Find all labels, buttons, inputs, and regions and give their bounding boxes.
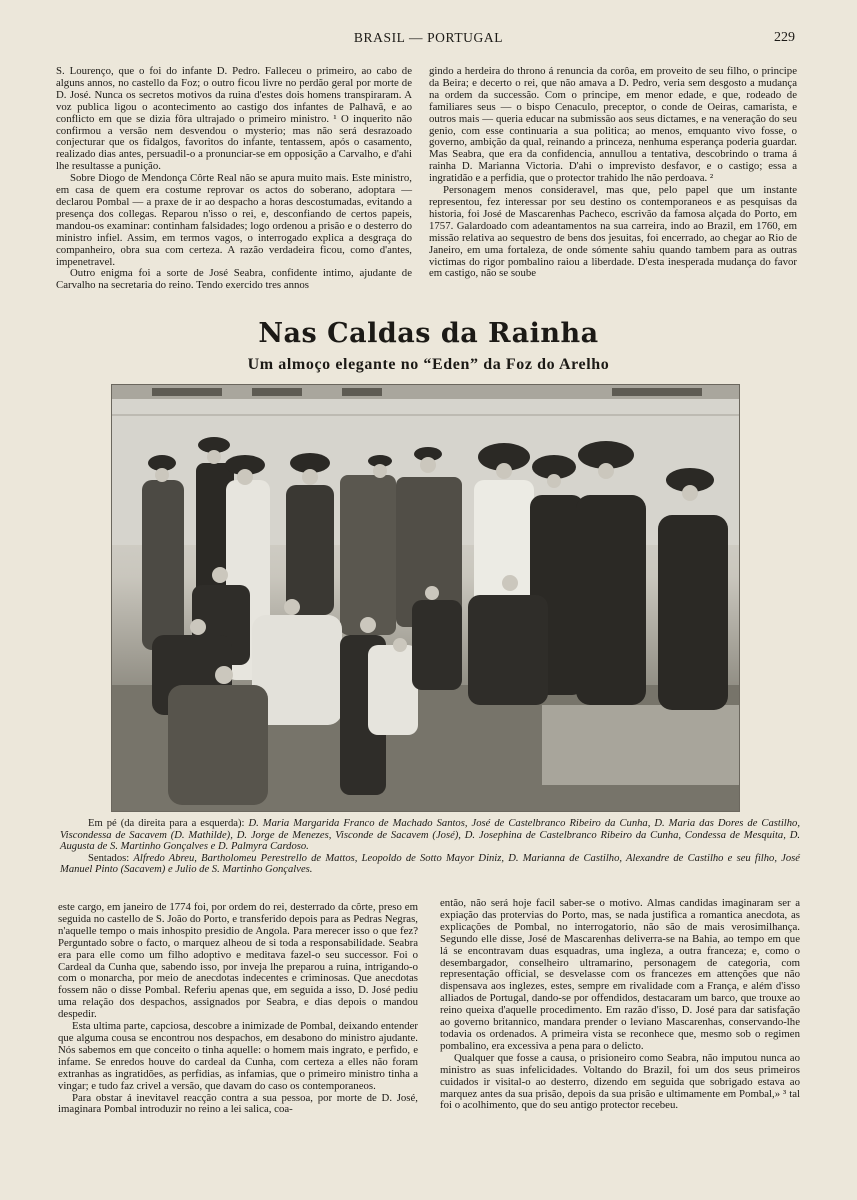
paragraph: Personagem menos consideravel, mas que, pelo papel que um instante representou, fez interessar por seu destino os contemporaneos e as pesquisas da historia, foi José de Mascarenhas Pacheco, escrivão da famosa alçada do Porto, em 1757. Galardoado com adeantamentos na sua carreira, indo ao Brazil, em 1760, em missão relativa ao sequestro de bens dos jesuitas, foi encerrado, ao chegar ao Rio de Janeiro, em uma fortaleza, de onde sómente sahiu quando tambem para as outras victimas do rigor pombalino raiou a liberdade. D'esta inesperada mudança do favor em castigo, não se soube bbox=[429, 184, 797, 280]
text-column-4 bbox=[440, 898, 800, 1112]
page-number: 229 bbox=[774, 30, 795, 45]
article-subtitle: Um almoço elegante no “Eden” da Foz do Arelho bbox=[247, 356, 610, 373]
group-photograph bbox=[111, 384, 740, 812]
paragraph: então, não será hoje facil saber-se o motivo. Almas candidas imaginaram ser a expiação das protervias do Porto, mas, se nada justifica a romantica anecdota, as explicações de Pombal, no interrogatorio, não são de mais verosimilhança. Segundo elle disse, José de Mascarenhas deliverra-se na Bahia, ao tempo em que lá se encontravam duas esquadras, uma ingleza, a outra franceza; e, como o desembargador, conselheiro ultramarino, personagem de categoria, com representação official, se desvelasse com os francezes em attenções que não dispensava aos inglezes, estes, sempre em rivalidade com a França, e além d'isso alliados de Portugal, dando-se por offendidos, destacaram um barco, que trouxe ao reino queixa d'aquelle procedimento. Em razão d'isso, D. José para dar satisfação ao governo britannico, mandara prender o leviano Mascarenhas, conservando-lhe todavia os ordenados. A primeira vista se reconhece que, mesmo sob o regimen pombalino, era excessiva a pena para o delicto. bbox=[440, 897, 800, 1052]
paragraph: gindo a herdeira do throno á renuncia da corôa, em proveito de seu filho, o principe da Beira; e decerto o rei, que não amava a D. Pedro, veria sem desgosto a mudança na ordem da successão. Com o principe, em menor edade, e que, rodeado de familiares seus — o bispo Cenaculo, preceptor, o conde de Oeiras, camarista, e outros mais — queria educar na submissão aos seus dictames, e na veneração do seu genio, com esse continuaria a sua politica; ao menos, emquanto vivo fosse, o governo, ambição da qual, reinando a princeza, nenhuma esperança poderia guardar. Mas Seabra, que era da confidencia, annullou a tentativa, descobrindo o trama á rainha D. Marianna Victoria. D'ahi o imprevisto desfavor, e o castigo; essa a ingratidão e a perfidia, que o protector trahido lhe não perdoava. ² bbox=[429, 65, 797, 185]
caption-seated bbox=[60, 853, 800, 876]
paragraph: este cargo, em janeiro de 1774 foi, por ordem do rei, desterrado da côrte, preso em seguida no castello de S. João do Porto, e transferido depois para as Pedras Negras, n'aquelle tempo o mais inhospito presidio de Angola. Para merecer isso o que fez? Perguntado sobre o facto, o marquez alheou de si toda a responsabilidade. Seabra era para elle como um filho adoptivo e meditava fazel-o seu successor. Foi o Cardeal da Cunha que, sabendo isso, por inveja lhe preparou a ruina, intrigando-o com o monarcha, por meio de anecdotas indecentes e criminosas. Que anecdotas fossem não o disse Pombal. Referiu apenas que, em seguida a isso, D. José pediu uma relação dos despachos, assignados por Seabra, e dias depois o mandou despedir. bbox=[58, 901, 418, 1021]
caption-seated-names: Alfredo Abreu, Bartholomeu Perestrello de Mattos, Leopoldo de Sotto Mayor Diniz, D. Marianna de Castilho, Alexandre de Castilho e seu filho, José Manuel Pinto (Sacavem) e Julio de S. Martinho Gonçalves. bbox=[60, 852, 800, 876]
paragraph: Outro enigma foi a sorte de José Seabra, confidente intimo, ajudante de Carvalho na secretaria do reino. Tendo exercido tres annos bbox=[56, 267, 412, 292]
article-title: Nas Caldas da Rainha bbox=[258, 318, 599, 349]
text-column-1 bbox=[56, 66, 412, 292]
paragraph: Sobre Diogo de Mendonça Côrte Real não se apura muito mais. Este ministro, em casa de quem era costume reprovar os actos do soberano, adoptara — declarou Pombal — a praxe de ir ao despacho a horas descostumadas, evitando a presença dos collegas. Reparou n'isso o rei, e, desconfiando de certos papeis, mandou-os examinar: continham falsidades; logo ordenou a prisão e o desterro do ministro infiel. Assim, em termos vagos, o interrogado explica a desgraça do companheiro, obra sua com certeza. A razão verdadeira ficou, como d'antes, impenetravel. bbox=[56, 172, 412, 268]
photo-caption bbox=[60, 818, 800, 876]
paragraph: Esta ultima parte, capciosa, descobre a inimizade de Pombal, deixando entender que alguma cousa se encontrou nos despachos, em desabono do ministro ajudante. Nós sabemos em que conceito o tinha aquelle: o homem mais ingrato, e perfido, e infame. Se enredos houve do cardeal da Cunha, com certeza a elles não foram extranhas as ingratidões, as perfidias, as infamias, que o primeiro ministro tinha a vingar; e tudo faz crivel a versão, que davam do caso os contemporaneos. bbox=[58, 1020, 418, 1092]
running-head bbox=[0, 30, 857, 50]
caption-standing-names: D. Maria Margarida Franco de Machado Santos, José de Castelbranco Ribeiro da Cunha, D. Maria das Dores de Castilho, Viscondessa de Sacavem (D. Mathilde), D. Jorge de Menezes, Visconde de Sacavem (José), D. Josephina de Castelbranco Ribeiro da Cunha, Condessa de Mesquita, D. Augusta de S. Martinho Gonçalves e D. Palmyra Cardoso. bbox=[60, 818, 800, 853]
paragraph: Qualquer que fosse a causa, o prisioneiro como Seabra, não imputou nunca ao ministro as suas infelicidades. Voltando do Brazil, foi um dos seus primeiros cuidados ir visital-o ao desterro, dizendo em seguida que sobrigado estava ao marquez antes da sua prisão, depois da sua prisão e ultimamente em Pombal,» ³ tal foi o acolhimento, que do seu antigo protector recebeu. bbox=[440, 1051, 800, 1112]
paragraph: S. Lourenço, que o foi do infante D. Pedro. Falleceu o primeiro, ao cabo de alguns annos, no castello da Foz; o outro ficou livre no perdão geral por morte de D. José. Nunca os secretos motivos da ruina d'estes dois homens transpiraram. A voz publica ligou o acontecimento ao castigo dos infantes de Palhavã, e ao conflicto em que se dizia fôra ultrajado o primeiro ministro. ¹ O inquerito não confirmou a versão nem desvendou o mysterio; mas não será desrazoado conjecturar que os fidalgos, favoritos do infante, tentassem, após o casamento, realizado dias antes, persuadil-o a pronunciar-se em opposição a Carvalho, e d'ahi lhe resultasse a punição. bbox=[56, 65, 412, 173]
caption-standing bbox=[60, 818, 800, 853]
running-title: BRASIL — PORTUGAL bbox=[353, 30, 504, 45]
photo-illustration bbox=[112, 385, 739, 811]
text-column-3 bbox=[58, 902, 418, 1116]
text-column-2 bbox=[429, 66, 797, 280]
paragraph: Para obstar á inevitavel reacção contra a sua pessoa, por morte de D. José, imaginara Pombal introduzir no reino a lei salica, coa- bbox=[58, 1091, 418, 1116]
caption-standing-intro: Em pé (da direita para a esquerda): bbox=[88, 818, 249, 829]
caption-seated-intro: Sentados: bbox=[88, 852, 134, 864]
